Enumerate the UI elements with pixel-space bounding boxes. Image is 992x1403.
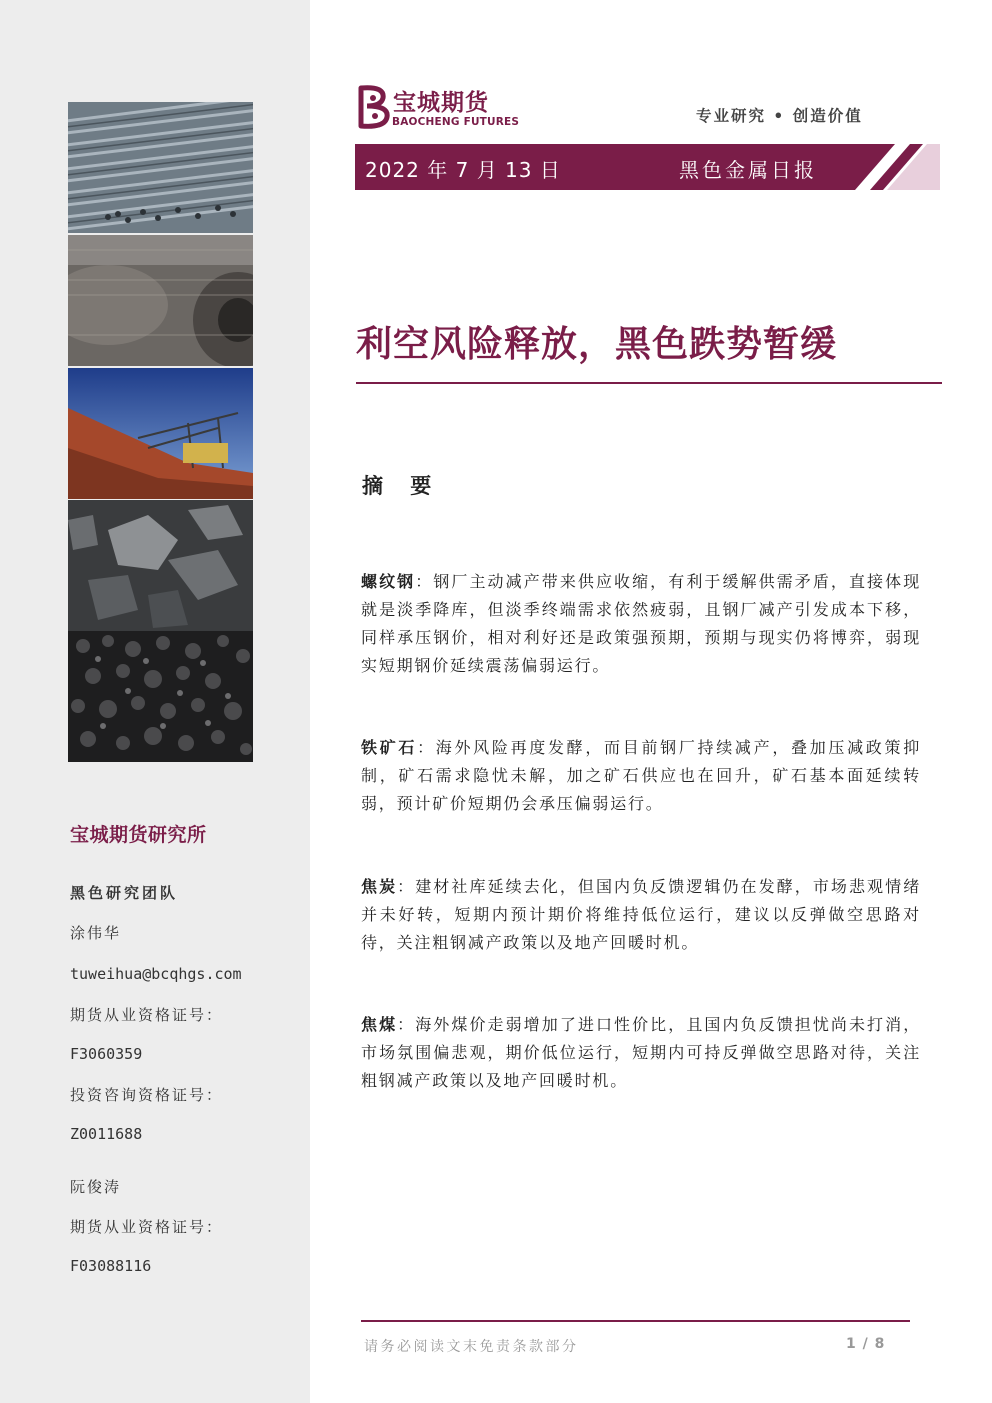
abstract-rebar [361,568,921,680]
brand-b-mark-icon [355,84,393,130]
analyst1-email[interactable]: tuweihua@bcqhgs.com [70,965,242,983]
brand-name-cn: 宝城期货 [393,89,489,116]
section-label: 铁矿石 [361,738,418,757]
analyst2-futures-cert-label: 期货从业资格证号： [70,1218,224,1236]
institute-name: 宝城期货研究所 [70,824,207,846]
iron-ore-stacker-photo [68,368,253,499]
abstract-coking-coal [361,1011,921,1095]
report-date: 2022 年 7 月 13 日 [365,158,561,182]
coke-pile-photo [68,631,253,762]
rebar-photo [68,102,253,233]
sidebar [0,0,310,1403]
section-label: 焦煤 [361,1015,398,1034]
steel-coil-photo [68,235,253,366]
team-name: 黑色研究团队 [70,884,179,902]
analyst2-name: 阮俊涛 [70,1178,122,1196]
section-label: 螺纹钢 [361,572,416,591]
analyst1-name: 涂伟华 [70,924,122,942]
analyst1-futures-cert-label: 期货从业资格证号： [70,1006,224,1024]
page-title: 利空风险释放，黑色跌势暂缓 [356,324,838,365]
abstract-iron-ore [361,734,921,818]
brand-slogan: 专业研究 • 创造价值 [696,106,863,125]
analyst1-invest-cert-label: 投资咨询资格证号： [70,1086,224,1104]
analyst2-futures-cert: F03088116 [70,1257,152,1275]
footer-divider [361,1320,910,1322]
section-text: ：钢厂主动减产带来供应收缩，有利于缓解供需矛盾，直接体现就是淡季降库，但淡季终端需求依然疲弱，且钢厂减产引发成本下移，同样承压钢价，相对利好还是政策强预期，预期与现实仍将博弈，弱现实短期钢价延续震荡偏弱运行。 [361,572,922,675]
analyst1-futures-cert: F3060359 [70,1045,143,1063]
brand-logo [355,84,525,134]
report-type: 黑色金属日报 [679,158,817,182]
title-divider [356,382,942,384]
report-banner [355,144,940,190]
brand-name-en: BAOCHENG FUTURES [392,116,520,128]
page-number: 1 / 8 [846,1336,886,1352]
section-label: 焦炭 [361,877,398,896]
section-text: ：海外风险再度发酵，而目前钢厂持续减产，叠加压减政策抑制，矿石需求隐忧未解，加之矿石供应也在回升，矿石基本面延续转弱，预计矿价短期仍会承压偏弱运行。 [361,738,921,813]
section-text: ：海外煤价走弱增加了进口性价比，且国内负反馈担忧尚未打消，市场氛围偏悲观，期价低位运行，短期内可持反弹做空思路对待，关注粗钢减产政策以及地产回暖时机。 [361,1015,921,1090]
coal-lumps-photo [68,500,253,631]
disclaimer-note: 请务必阅读文末免责条款部分 [364,1339,579,1355]
section-text: ：建材社库延续去化，但国内负反馈逻辑仍在发酵，市场悲观情绪并未好转，短期内预计期价将维持低位运行，建议以反弹做空思路对待，关注粗钢减产政策以及地产回暖时机。 [361,877,921,952]
abstract-coke [361,873,921,957]
abstract-heading: 摘 要 [362,473,442,498]
analyst1-invest-cert: Z0011688 [70,1125,143,1143]
